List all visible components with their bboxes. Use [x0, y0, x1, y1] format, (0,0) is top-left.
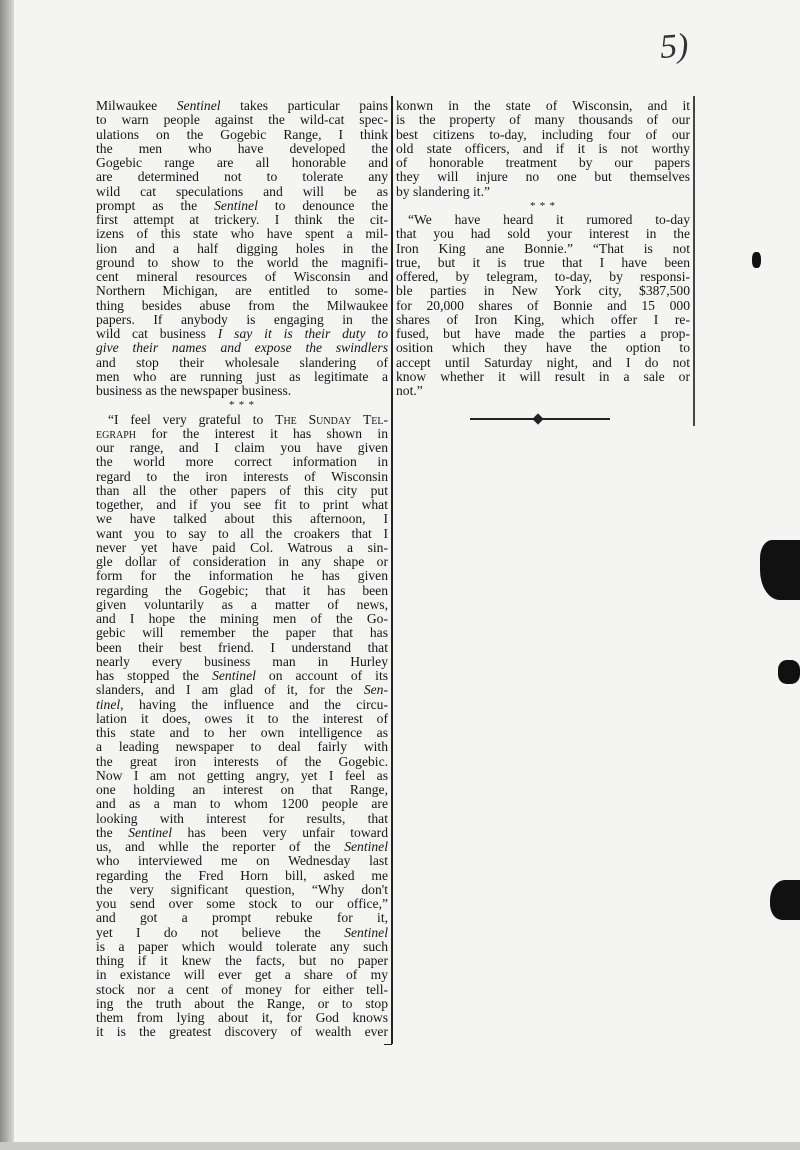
text-line — [96, 427, 388, 441]
text-run: never yet have paid Col. Watrous a sin- — [96, 539, 388, 555]
text-run: has been very unfair toward — [171, 824, 388, 840]
text-run: ing the truth about the Range, or to stop — [96, 995, 388, 1011]
text-line — [96, 840, 388, 854]
text-run: know whether it will result in a sale or — [396, 368, 690, 384]
text-run: the — [96, 824, 129, 840]
text-line — [396, 256, 690, 270]
text-run: Milwaukee — [96, 98, 177, 113]
text-run: regarding the Fred Horn bill, asked me — [96, 867, 388, 883]
text-line — [96, 726, 388, 740]
text-line — [96, 983, 388, 997]
text-run: not.” — [396, 383, 423, 398]
text-line — [96, 498, 388, 512]
text-line — [96, 940, 388, 954]
text-run: men who are running just as legitimate a — [96, 368, 388, 384]
text-run: the world more correct information in — [96, 454, 388, 470]
text-run: for 20,000 shares of Bonnie and 15 000 — [396, 297, 690, 313]
text-run: konwn in the state of Wisconsin, and it — [396, 98, 690, 113]
text-run: and as a man to whom 1200 people are — [96, 796, 388, 812]
text-line — [396, 156, 690, 170]
text-run: the men who have developed the — [96, 140, 388, 156]
text-run: to denounce the — [257, 197, 388, 213]
text-run: together, and if you see fit to print what — [96, 497, 388, 512]
text-line — [396, 142, 690, 156]
text-run: old state officers, and if it is not worthy — [396, 140, 690, 156]
text-run: and got a prompt rebuke for it, — [96, 910, 388, 926]
text-line — [96, 598, 388, 612]
text-run: of honorable treatment by our papers — [396, 155, 690, 170]
end-ornament-rule — [470, 418, 610, 420]
text-line — [96, 156, 388, 170]
text-run: Gogebic range are all honorable and — [96, 155, 388, 170]
text-line — [96, 797, 388, 811]
text-run: you send over some stock to our office,” — [96, 896, 388, 911]
text-line — [96, 185, 388, 199]
text-run: gle dollar of consideration in any shape or — [96, 554, 388, 569]
text-line — [396, 356, 690, 370]
text-line — [96, 1011, 388, 1025]
text-run: in existance will ever get a share of my — [96, 967, 388, 983]
text-line — [96, 170, 388, 184]
column-rule-right — [693, 96, 695, 426]
text-line — [96, 270, 388, 284]
text-run: for the interest it has shown in — [136, 425, 388, 441]
text-line — [96, 968, 388, 982]
text-run: want you to say to all the croakers that I — [96, 525, 388, 541]
italic-text-run: Sentinel — [212, 668, 256, 683]
text-run: is the property of many thousands of our — [396, 112, 690, 128]
text-run: ulations on the Gogebic Range, I think — [96, 126, 388, 142]
italic-text-run: Sentinel — [176, 98, 221, 113]
text-line — [96, 911, 388, 925]
text-line — [96, 954, 388, 968]
text-line — [96, 854, 388, 868]
italic-text-run: Sentinel — [128, 824, 172, 840]
text-run: looking with interest for results, that — [96, 810, 388, 826]
text-line — [96, 712, 388, 726]
text-run: stock nor a cent of money for either tell- — [96, 981, 388, 997]
text-line — [396, 170, 690, 184]
text-run: yet I do not believe the — [96, 924, 345, 940]
text-line — [96, 128, 388, 142]
section-separator-asterism: * * * — [530, 199, 556, 212]
text-line — [96, 783, 388, 797]
text-run: on account of its — [255, 668, 389, 683]
column-rule — [391, 96, 393, 1044]
text-line — [396, 270, 690, 284]
italic-text-run: Sentinel — [344, 839, 388, 854]
text-run: osition which they have the option to — [396, 340, 690, 356]
section-separator-asterism: * * * — [229, 399, 255, 412]
text-run: ble parties in New York city, $387,500 — [396, 283, 690, 299]
text-run: izens of this state who have spent a mil- — [96, 226, 388, 242]
text-run: our range, and I claim you have given — [96, 440, 388, 455]
text-line — [96, 769, 388, 783]
text-run: slanders, and I am glad of it, for the — [96, 682, 364, 698]
text-run: papers. If anybody is engaging in the — [96, 311, 388, 327]
text-run: them from lying about it, for God knows — [96, 1010, 388, 1025]
text-line — [96, 327, 388, 341]
text-line — [96, 484, 388, 498]
small-caps-text-run: egraph — [96, 425, 137, 441]
small-caps-text-run: The Sunday Tel- — [275, 411, 389, 427]
text-run: , having the influence and the circu- — [120, 696, 388, 712]
text-run: a leading newspaper to deal fairly with — [96, 739, 388, 755]
text-line — [96, 470, 388, 484]
text-line — [96, 555, 388, 569]
text-line — [96, 584, 388, 598]
text-run: accept until Saturday night, and I do not — [396, 354, 690, 370]
text-line — [96, 384, 388, 398]
italic-text-run: Sentinel — [214, 197, 258, 213]
text-run: and I hope the mining men of the Go- — [96, 611, 388, 626]
text-run: Northern Michigan, are entitled to some- — [96, 283, 388, 299]
text-run: form for the information he has given — [96, 568, 388, 584]
text-run: nearly every business man in Hurley — [96, 653, 388, 669]
text-run: regard to the iron interests of Wisconsin — [96, 468, 388, 484]
text-run: offered, by telegram, to-day, by responsi- — [396, 269, 690, 284]
italic-text-run: I say it is their duty to — [217, 326, 388, 341]
text-run: that you had sold your interest in the — [396, 226, 690, 242]
text-run: than all the other papers of this city put — [96, 482, 388, 498]
italic-text-run: Sen- — [363, 682, 388, 698]
text-run: true, but it is true that I have been — [396, 254, 690, 270]
text-line — [96, 356, 388, 370]
text-line — [96, 142, 388, 156]
text-run: lion and a half digging holes in the — [96, 240, 388, 256]
text-line — [96, 441, 388, 455]
text-line — [96, 997, 388, 1011]
text-line — [96, 869, 388, 883]
text-run: cent mineral resources of Wisconsin and — [96, 269, 388, 284]
text-run: they will injure no one but themselves — [396, 169, 690, 185]
text-line — [96, 99, 388, 113]
text-run: are determined not to tolerate any — [96, 169, 388, 185]
text-run: business as the newspaper business. — [96, 383, 292, 398]
text-run: fused, but have made the parties a prop- — [396, 326, 690, 341]
text-line — [396, 213, 690, 227]
text-line — [396, 299, 690, 313]
italic-text-run: tinel — [96, 696, 121, 712]
text-line — [396, 242, 690, 256]
text-run: prompt as the — [96, 197, 215, 213]
text-line — [96, 199, 388, 213]
scan-edge-left — [0, 0, 14, 1150]
text-run: has stopped the — [96, 668, 213, 683]
italic-text-run: Sentinel — [344, 924, 388, 940]
text-line — [96, 341, 388, 355]
text-line — [96, 370, 388, 384]
text-line — [96, 826, 388, 840]
text-run: the very significant question, “Why don't — [96, 881, 388, 897]
text-line — [96, 527, 388, 541]
text-run: to warn people against the wild-cat spec- — [96, 112, 388, 128]
text-run: this state and to her own intelligence as — [96, 725, 388, 740]
text-run: we have talked about this afternoon, I — [96, 511, 388, 527]
text-line — [96, 512, 388, 526]
text-line — [96, 755, 388, 769]
text-line — [396, 284, 690, 298]
text-line — [96, 1025, 388, 1039]
text-run: gebic will remember the paper that has — [96, 625, 388, 641]
text-line — [96, 612, 388, 626]
scan-edge-bottom — [0, 1142, 800, 1150]
text-line — [396, 370, 690, 384]
text-run: ground to show to the world the magnifi- — [96, 254, 388, 270]
text-line — [96, 227, 388, 241]
text-line — [96, 655, 388, 669]
italic-text-run: give their names and expose the swindlers — [96, 340, 388, 356]
text-run: Iron King ane Bonnie.” “That is not — [396, 240, 690, 256]
scan-blot — [760, 540, 800, 600]
text-run: and stop their wholesale slandering of — [96, 354, 388, 370]
text-line — [96, 413, 388, 427]
text-line — [396, 113, 690, 127]
text-line — [96, 213, 388, 227]
text-line — [396, 99, 690, 113]
text-line — [96, 256, 388, 270]
text-line — [96, 740, 388, 754]
text-run: wild cat speculations and will be as — [96, 183, 388, 199]
text-line — [96, 626, 388, 640]
scan-blot — [778, 660, 800, 684]
text-run: the great iron interests of the Gogebic. — [96, 753, 388, 769]
scan-blot — [770, 880, 800, 920]
text-run: regarding the Gogebic; that it has been — [96, 582, 388, 598]
text-run: shares of Iron King, which offer I re- — [396, 311, 690, 327]
text-run: us, and whlle the reporter of the — [96, 839, 345, 854]
text-line — [396, 327, 690, 341]
text-run: given voluntarily as a matter of news, — [96, 596, 388, 612]
article-column-right — [396, 99, 690, 398]
text-run: thing if it knew the facts, but no paper — [96, 953, 388, 968]
text-line — [396, 227, 690, 241]
text-line — [96, 883, 388, 897]
text-line — [96, 242, 388, 256]
text-run: first attempt at trickery. I think the cit- — [96, 212, 388, 227]
text-line — [96, 541, 388, 555]
text-run: who interviewed me on Wednesday last — [96, 853, 388, 869]
text-line — [396, 185, 690, 199]
text-line — [96, 641, 388, 655]
text-run: “I feel very grateful to — [108, 411, 276, 427]
text-line — [96, 569, 388, 583]
text-line — [96, 313, 388, 327]
text-line — [396, 128, 690, 142]
text-line — [96, 698, 388, 712]
text-line — [96, 455, 388, 469]
text-run: takes particular pains — [220, 98, 388, 113]
text-run: “We have heard it rumored to-day — [408, 212, 690, 227]
text-run: is a paper which would tolerate any such — [96, 938, 388, 954]
text-line — [96, 897, 388, 911]
text-run: wild cat business — [96, 326, 218, 341]
text-line — [96, 284, 388, 298]
handwritten-page-number: 5) — [658, 27, 690, 66]
text-line — [96, 299, 388, 313]
text-line — [396, 313, 690, 327]
text-run: Now I am not getting angry, yet I feel as — [96, 767, 388, 783]
text-line — [96, 812, 388, 826]
text-run: been their best friend. I understand that — [96, 639, 388, 655]
text-run: lation it does, owes it to the interest of — [96, 710, 388, 726]
text-run: best citizens to-day, including four of our — [396, 126, 690, 142]
scan-blot — [752, 252, 761, 268]
text-line — [96, 669, 388, 683]
text-line — [96, 683, 388, 697]
article-column-left — [96, 99, 388, 1040]
text-line — [96, 926, 388, 940]
text-run: by slandering it.” — [396, 183, 491, 199]
text-line — [396, 341, 690, 355]
text-line — [396, 384, 690, 398]
text-run: thing besides abuse from the Milwaukee — [96, 297, 388, 313]
text-run: it is the greatest discovery of wealth ever — [96, 1024, 388, 1040]
text-run: one holding an interest on that Range, — [96, 782, 388, 797]
text-line — [96, 113, 388, 127]
